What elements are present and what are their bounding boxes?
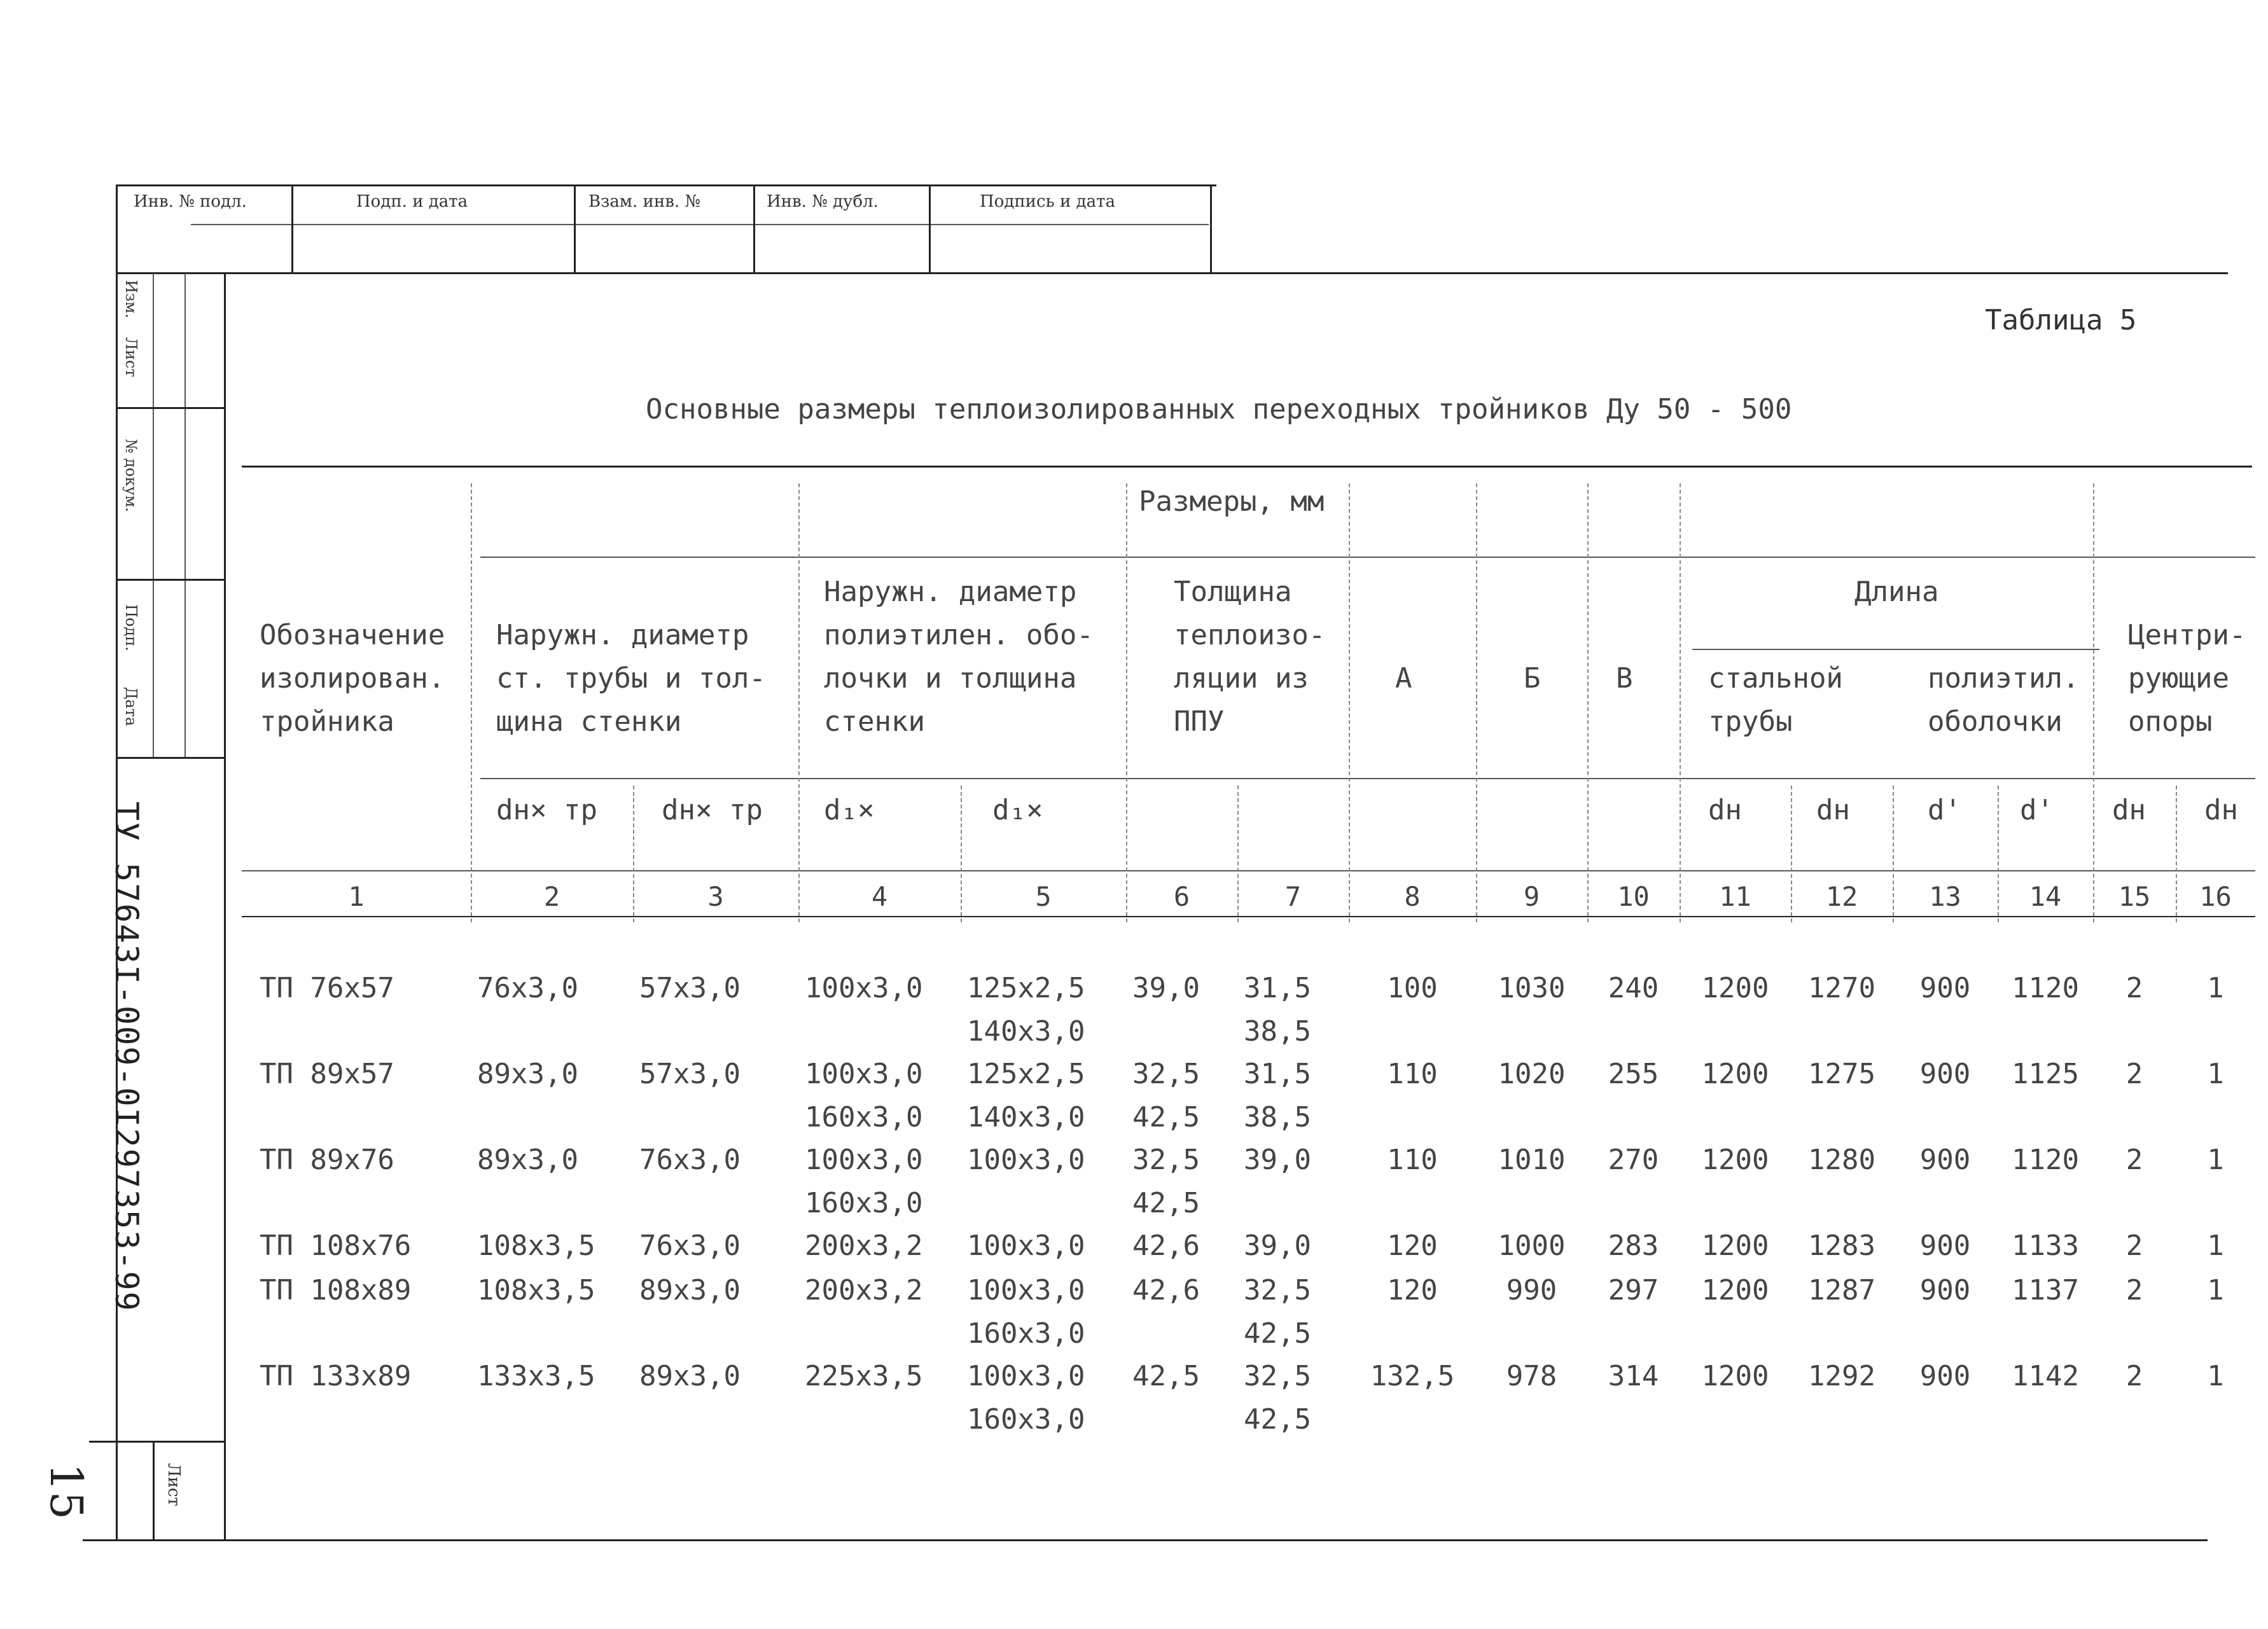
- sub-c3: dн× тр: [662, 794, 763, 826]
- side-list: Лист: [122, 337, 140, 377]
- table-cell-12: 1275: [1808, 1058, 1875, 1090]
- column-separator: [1680, 483, 1681, 922]
- table-cell-3: 89х3,0: [639, 1360, 741, 1392]
- column-number: 14: [2029, 881, 2062, 912]
- table-cell-11: 1200: [1701, 1274, 1769, 1307]
- table-cell-15: 2: [2125, 972, 2143, 1004]
- table-cell-6: 39,0: [1132, 972, 1200, 1004]
- header-ins-1: Толщина: [1174, 576, 1292, 608]
- sub-c15: dн: [2112, 794, 2146, 826]
- table-cell-6: 42,5: [1132, 1101, 1200, 1133]
- table-cell-8: 110: [1387, 1058, 1438, 1090]
- table-cell-1: ТП 108х89: [260, 1274, 412, 1307]
- table-cell-7: 42,5: [1244, 1317, 1311, 1350]
- header-sup-2: рующие: [2128, 662, 2229, 695]
- sub-column-separator: [1998, 786, 1999, 922]
- table-cell-13: 900: [1919, 972, 1971, 1004]
- sub-c11: dн: [1708, 794, 1742, 826]
- side-data: Дата: [122, 687, 140, 726]
- header-len-steel-1: стальной: [1708, 662, 1843, 695]
- sub-c5: d₁×: [992, 794, 1043, 826]
- stamp-top-border: [116, 184, 1216, 186]
- table-cell-15: 2: [2125, 1144, 2143, 1176]
- column-separator: [798, 483, 800, 922]
- frame-left-line: [224, 274, 226, 1539]
- table-cell-3: 76х3,0: [639, 1144, 741, 1176]
- table-cell-7: 38,5: [1244, 1101, 1311, 1133]
- table-cell-9: 978: [1506, 1360, 1557, 1392]
- table-cell-9: 1010: [1498, 1144, 1566, 1176]
- column-number: 12: [1825, 881, 1858, 912]
- table-cell-14: 1120: [2012, 1144, 2079, 1176]
- table-cell-9: 1020: [1498, 1058, 1566, 1090]
- table-title: Основные размеры теплоизолированных переходных тройников Ду 50 - 500: [646, 393, 1792, 426]
- table-cell-5: 125х2,5: [967, 1058, 1085, 1090]
- table-cell-15: 2: [2125, 1274, 2143, 1307]
- header-designation-3: тройника: [260, 705, 394, 738]
- table-cell-5: 100х3,0: [967, 1360, 1085, 1392]
- column-number: 9: [1523, 881, 1540, 912]
- table-cell-10: 255: [1608, 1058, 1659, 1090]
- table-cell-3: 89х3,0: [639, 1274, 741, 1307]
- column-number: 16: [2199, 881, 2232, 912]
- table-cell-7: 42,5: [1244, 1403, 1311, 1436]
- header-len-pe-2: оболочки: [1928, 705, 2063, 738]
- stamp-inv-podl: Инв. № подл.: [134, 192, 247, 211]
- table-cell-16: 1: [2207, 1360, 2224, 1392]
- sub-column-separator: [633, 786, 634, 922]
- table-cell-5: 100х3,0: [967, 1144, 1085, 1176]
- column-number: 2: [543, 881, 560, 912]
- table-cell-7: 32,5: [1244, 1360, 1311, 1392]
- header-pe-3: лочки и толщина: [824, 662, 1077, 695]
- column-separator: [1476, 483, 1477, 922]
- table-cell-12: 1270: [1808, 972, 1875, 1004]
- table-cell-4: 100х3,0: [805, 1144, 923, 1176]
- table-cell-13: 900: [1919, 1274, 1971, 1307]
- table-cell-11: 1200: [1701, 1144, 1769, 1176]
- table-cell-5: 140х3,0: [967, 1101, 1085, 1133]
- table-cell-10: 283: [1608, 1230, 1659, 1262]
- table-cell-6: 42,5: [1132, 1360, 1200, 1392]
- column-number: 10: [1617, 881, 1650, 912]
- table-cell-4: 225х3,5: [805, 1360, 923, 1392]
- table-cell-10: 240: [1608, 972, 1659, 1004]
- header-steel-1: Наружн. диаметр: [496, 619, 749, 651]
- table-cell-1: ТП 89х76: [260, 1144, 394, 1176]
- table-cell-6: 42,5: [1132, 1187, 1200, 1219]
- table-cell-7: 31,5: [1244, 972, 1311, 1004]
- column-number: 5: [1035, 881, 1052, 912]
- table-cell-5: 160х3,0: [967, 1403, 1085, 1436]
- table-cell-11: 1200: [1701, 1360, 1769, 1392]
- table-cell-4: 200х3,2: [805, 1230, 923, 1262]
- sub-c2: dн× тр: [496, 794, 597, 826]
- table-cell-14: 1125: [2012, 1058, 2079, 1090]
- table-cell-10: 270: [1608, 1144, 1659, 1176]
- table-cell-15: 2: [2125, 1360, 2143, 1392]
- sub-column-separator: [2176, 786, 2177, 922]
- column-number: 15: [2118, 881, 2151, 912]
- table-cell-16: 1: [2207, 972, 2224, 1004]
- stamp-inv-dubl: Инв. № дубл.: [767, 192, 879, 211]
- table-cell-7: 31,5: [1244, 1058, 1311, 1090]
- table-cell-16: 1: [2207, 1058, 2224, 1090]
- sub-column-separator: [961, 786, 962, 922]
- sub-c4: d₁×: [824, 794, 875, 826]
- sub-c16: dн: [2204, 794, 2238, 826]
- table-cell-14: 1142: [2012, 1360, 2079, 1392]
- column-number: 6: [1173, 881, 1190, 912]
- table-cell-7: 32,5: [1244, 1274, 1311, 1307]
- stamp-podp-data: Подп. и дата: [356, 192, 468, 211]
- table-cell-7: 38,5: [1244, 1015, 1311, 1048]
- column-number: 4: [871, 881, 888, 912]
- column-separator: [2093, 483, 2094, 922]
- sub-c13: d': [1928, 794, 1961, 826]
- header-pe-2: полиэтилен. обо-: [824, 619, 1094, 651]
- header-a: А: [1395, 662, 1412, 695]
- table-cell-10: 297: [1608, 1274, 1659, 1307]
- stamp-mid-line: [191, 224, 1209, 225]
- column-separator: [1126, 483, 1127, 922]
- table-cell-1: ТП 133х89: [260, 1360, 412, 1392]
- sheet-label: Лист: [164, 1463, 183, 1506]
- header-steel-2: ст. трубы и тол-: [496, 662, 766, 695]
- table-cell-5: 160х3,0: [967, 1317, 1085, 1350]
- side-podp: Подп.: [122, 604, 140, 651]
- frame-bottom-line: [83, 1539, 2208, 1541]
- table-cell-15: 2: [2125, 1230, 2143, 1262]
- table-number: Таблица 5: [1985, 304, 2137, 336]
- table-cell-13: 900: [1919, 1058, 1971, 1090]
- sheet-number: 15: [40, 1463, 92, 1520]
- table-cell-5: 100х3,0: [967, 1230, 1085, 1262]
- table-cell-13: 900: [1919, 1360, 1971, 1392]
- table-cell-9: 1030: [1498, 972, 1566, 1004]
- table-cell-8: 120: [1387, 1274, 1438, 1307]
- table-cell-5: 125х2,5: [967, 972, 1085, 1004]
- table-cell-11: 1200: [1701, 1230, 1769, 1262]
- header-len-steel-2: трубы: [1708, 705, 1793, 738]
- table-cell-5: 140х3,0: [967, 1015, 1085, 1048]
- header-sup-1: Центри-: [2128, 619, 2246, 651]
- table-cell-8: 110: [1387, 1144, 1438, 1176]
- stamp-vzam-inv: Взам. инв. №: [588, 192, 700, 211]
- table-cell-6: 42,6: [1132, 1274, 1200, 1307]
- table-cell-2: 76х3,0: [477, 972, 578, 1004]
- table-cell-4: 200х3,2: [805, 1274, 923, 1307]
- table-cell-6: 32,5: [1132, 1144, 1200, 1176]
- table-cell-14: 1133: [2012, 1230, 2079, 1262]
- table-cell-11: 1200: [1701, 972, 1769, 1004]
- column-number: 8: [1404, 881, 1421, 912]
- table-cell-4: 100х3,0: [805, 1058, 923, 1090]
- header-len-pe-1: полиэтил.: [1928, 662, 2080, 695]
- table-cell-2: 108х3,5: [477, 1274, 595, 1307]
- table-cell-4: 100х3,0: [805, 972, 923, 1004]
- table-cell-13: 900: [1919, 1144, 1971, 1176]
- column-number: 7: [1284, 881, 1302, 912]
- header-designation-1: Обозначение: [260, 619, 445, 651]
- sub-column-separator: [1791, 786, 1792, 922]
- table-cell-4: 160х3,0: [805, 1187, 923, 1219]
- header-ins-4: ППУ: [1174, 705, 1225, 738]
- table-cell-2: 89х3,0: [477, 1144, 578, 1176]
- table-cell-9: 1000: [1498, 1230, 1566, 1262]
- header-top-rule: [242, 466, 2252, 468]
- table-cell-12: 1287: [1808, 1274, 1875, 1307]
- column-separator: [471, 483, 472, 922]
- table-cell-12: 1292: [1808, 1360, 1875, 1392]
- table-cell-10: 314: [1608, 1360, 1659, 1392]
- header-sup-3: опоры: [2128, 705, 2213, 738]
- header-ins-2: теплоизо-: [1174, 619, 1326, 651]
- header-designation-2: изолирован.: [260, 662, 445, 695]
- column-number: 11: [1719, 881, 1751, 912]
- side-izm: Изм.: [122, 280, 140, 319]
- header-v: В: [1616, 662, 1633, 695]
- header-ins-3: ляции из: [1174, 662, 1309, 695]
- table-cell-14: 1137: [2012, 1274, 2079, 1307]
- stamp-podpis-data: Подпись и дата: [980, 192, 1115, 211]
- table-cell-1: ТП 89х57: [260, 1058, 394, 1090]
- header-b: Б: [1524, 662, 1541, 695]
- table-cell-15: 2: [2125, 1058, 2143, 1090]
- table-cell-8: 120: [1387, 1230, 1438, 1262]
- table-cell-2: 108х3,5: [477, 1230, 595, 1262]
- table-cell-2: 89х3,0: [477, 1058, 578, 1090]
- table-cell-6: 32,5: [1132, 1058, 1200, 1090]
- table-cell-12: 1280: [1808, 1144, 1875, 1176]
- column-separator: [1587, 483, 1589, 922]
- stamp-left-border: [116, 184, 118, 280]
- table-cell-9: 990: [1506, 1274, 1557, 1307]
- table-cell-1: ТП 108х76: [260, 1230, 412, 1262]
- table-cell-1: ТП 76х57: [260, 972, 394, 1004]
- table-cell-12: 1283: [1808, 1230, 1875, 1262]
- table-cell-3: 76х3,0: [639, 1230, 741, 1262]
- column-number: 13: [1929, 881, 1961, 912]
- table-cell-3: 57х3,0: [639, 972, 741, 1004]
- header-pe-1: Наружн. диаметр: [824, 576, 1077, 608]
- sub-column-separator: [1893, 786, 1894, 922]
- table-cell-5: 100х3,0: [967, 1274, 1085, 1307]
- table-cell-16: 1: [2207, 1274, 2224, 1307]
- table-cell-14: 1120: [2012, 972, 2079, 1004]
- frame-top-line: [116, 272, 2228, 274]
- table-cell-3: 57х3,0: [639, 1058, 741, 1090]
- table-cell-16: 1: [2207, 1230, 2224, 1262]
- header-pe-4: стенки: [824, 705, 925, 738]
- header-bottom-rule: [242, 916, 2255, 917]
- header-sizes: Размеры, мм: [1139, 485, 1325, 518]
- sub-c12: dн: [1816, 794, 1850, 826]
- sub-c14: d': [2020, 794, 2054, 826]
- side-dokum: № докум.: [122, 439, 140, 512]
- table-cell-2: 133х3,5: [477, 1360, 595, 1392]
- table-cell-7: 39,0: [1244, 1230, 1311, 1262]
- table-cell-8: 132,5: [1370, 1360, 1455, 1392]
- document-number: ТУ 57643I-009-0I297353-99: [108, 801, 145, 1312]
- column-separator: [1349, 483, 1350, 922]
- column-number: 1: [348, 881, 365, 912]
- table-cell-16: 1: [2207, 1144, 2224, 1176]
- table-cell-11: 1200: [1701, 1058, 1769, 1090]
- column-number: 3: [707, 881, 724, 912]
- header-steel-3: щина стенки: [496, 705, 682, 738]
- table-cell-6: 42,6: [1132, 1230, 1200, 1262]
- sub-column-separator: [1237, 786, 1239, 922]
- table-cell-4: 160х3,0: [805, 1101, 923, 1133]
- header-length: Длина: [1854, 576, 1939, 608]
- table-cell-7: 39,0: [1244, 1144, 1311, 1176]
- table-cell-8: 100: [1387, 972, 1438, 1004]
- table-cell-13: 900: [1919, 1230, 1971, 1262]
